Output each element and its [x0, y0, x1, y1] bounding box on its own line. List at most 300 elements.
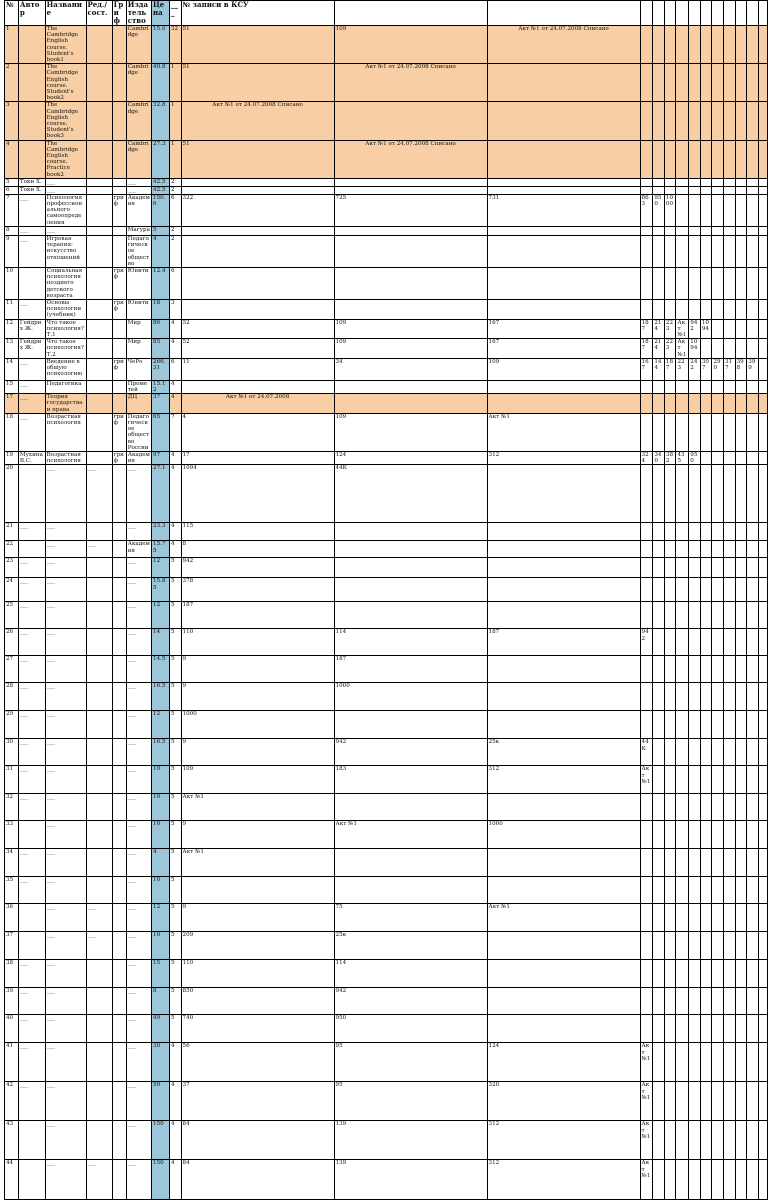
- cell-publisher: Прометей: [126, 380, 151, 393]
- cell-empty: [689, 1015, 701, 1043]
- cell-title: ___: [45, 602, 86, 629]
- cell-empty: [724, 267, 736, 299]
- table-row: [5, 1160, 768, 1200]
- cell-price: 12: [152, 602, 170, 629]
- cell-record-number: 110: [181, 960, 334, 988]
- cell-empty: [676, 523, 689, 541]
- cell-empty: [334, 380, 487, 393]
- cell-empty: [735, 194, 747, 226]
- cell-record-number: Акт №1: [487, 413, 640, 451]
- cell-empty: [640, 656, 653, 683]
- cell-quantity: 5: [169, 683, 181, 711]
- cell-record-number: 167: [640, 358, 653, 380]
- cell-empty: [664, 465, 676, 523]
- cell-price: 18: [152, 299, 170, 319]
- cell-publisher: Cambridge: [126, 26, 151, 64]
- cell-empty: [735, 1082, 747, 1121]
- cell-empty: [735, 1043, 747, 1082]
- cell-author: ___: [18, 656, 45, 683]
- cell-record-number: 9: [181, 683, 334, 711]
- cell-quantity: 5: [169, 578, 181, 602]
- cell-empty: [712, 711, 724, 739]
- cell-price: 12: [152, 558, 170, 578]
- cell-empty: [653, 1043, 665, 1082]
- cell-empty: [664, 711, 676, 739]
- cell-publisher: Cambridge: [126, 102, 151, 140]
- cell-record-number: 75: [334, 904, 487, 932]
- cell-publisher: ___: [126, 711, 151, 739]
- cell-record-number: 95: [334, 1043, 487, 1082]
- cell-quantity: 7: [169, 413, 181, 451]
- cell-empty: [700, 821, 712, 849]
- cell-empty: [712, 140, 724, 178]
- cell-empty: [758, 541, 767, 558]
- cell-record-number: 56: [181, 1043, 334, 1082]
- cell-title: ___: [45, 904, 86, 932]
- cell-number: 12: [5, 319, 19, 339]
- cell-empty: [676, 465, 689, 523]
- cell-empty: [724, 178, 736, 186]
- cell-empty: [653, 1160, 665, 1200]
- cell-empty: [334, 267, 487, 299]
- cell-empty: [334, 186, 487, 194]
- cell-number: 20: [5, 465, 19, 523]
- cell-empty: [653, 413, 665, 451]
- cell-editor: [86, 988, 112, 1015]
- cell-price: 23.3: [152, 523, 170, 541]
- cell-author: ___: [18, 877, 45, 904]
- cell-author: ___: [18, 683, 45, 711]
- cell-editor: [86, 186, 112, 194]
- cell-empty: [640, 794, 653, 821]
- cell-empty: [747, 140, 759, 178]
- cell-empty: [181, 380, 334, 393]
- cell-empty: [653, 465, 665, 523]
- cell-empty: [758, 683, 767, 711]
- cell-record-number: 725: [334, 194, 487, 226]
- cell-record-number: 214: [653, 319, 665, 339]
- cell-record-number: 850: [181, 988, 334, 1015]
- cell-quantity: 1: [169, 140, 181, 178]
- cell-empty: [712, 235, 724, 267]
- cell-record-number: 290: [712, 358, 724, 380]
- cell-number: 41: [5, 1043, 19, 1082]
- cell-title: ___: [45, 578, 86, 602]
- cell-author: ___: [18, 1082, 45, 1121]
- cell-number: 5: [5, 178, 19, 186]
- cell-grif: [112, 394, 126, 414]
- cell-editor: [86, 1082, 112, 1121]
- cell-empty: [653, 602, 665, 629]
- cell-quantity: 32: [169, 26, 181, 64]
- cell-quantity: 5: [169, 821, 181, 849]
- table-row: [5, 194, 768, 226]
- cell-price: 15.12: [152, 380, 170, 393]
- cell-number: 17: [5, 394, 19, 414]
- cell-number: 6: [5, 186, 19, 194]
- cell-publisher: Cambridge: [126, 64, 151, 102]
- cell-quantity: 1: [169, 102, 181, 140]
- cell-empty: [712, 683, 724, 711]
- cell-editor: [86, 1121, 112, 1160]
- cell-empty: [758, 1043, 767, 1082]
- cell-quantity: 3: [169, 299, 181, 319]
- cell-editor: [86, 413, 112, 451]
- cell-empty: [735, 451, 747, 464]
- cell-record-number: 37: [181, 1082, 334, 1121]
- column-header-12: [653, 1, 665, 26]
- cell-quantity: 5: [169, 602, 181, 629]
- cell-empty: [758, 739, 767, 766]
- cell-record-number: 144: [653, 358, 665, 380]
- cell-number: 14: [5, 358, 19, 380]
- cell-publisher: ___: [126, 877, 151, 904]
- cell-publisher: ___: [126, 178, 151, 186]
- cell-empty: [664, 558, 676, 578]
- column-header-16: [700, 1, 712, 26]
- cell-editor: [86, 26, 112, 64]
- cell-empty: [487, 988, 640, 1015]
- cell-number: 18: [5, 413, 19, 451]
- cell-empty: [735, 319, 747, 339]
- cell-empty: [700, 988, 712, 1015]
- cell-editor: [86, 960, 112, 988]
- cell-number: 38: [5, 960, 19, 988]
- cell-price: 27.1: [152, 465, 170, 523]
- cell-empty: [758, 932, 767, 960]
- cell-empty: [700, 602, 712, 629]
- cell-grif: [112, 26, 126, 64]
- cell-record-number: 51: [181, 26, 334, 64]
- cell-empty: [724, 558, 736, 578]
- cell-empty: [676, 877, 689, 904]
- cell-empty: [724, 877, 736, 904]
- cell-empty: [689, 299, 701, 319]
- table-row: [5, 988, 768, 1015]
- cell-grif: [112, 558, 126, 578]
- cell-number: 43: [5, 1121, 19, 1160]
- table-row: [5, 1015, 768, 1043]
- cell-empty: [758, 102, 767, 140]
- table-row: [5, 683, 768, 711]
- cell-price: 12: [152, 711, 170, 739]
- cell-number: 19: [5, 451, 19, 464]
- cell-empty: [676, 602, 689, 629]
- cell-empty: [334, 178, 487, 186]
- cell-empty: [712, 413, 724, 451]
- cell-author: [18, 821, 45, 849]
- cell-empty: [735, 558, 747, 578]
- cell-price: 15.0: [152, 26, 170, 64]
- header-row: [5, 1, 768, 26]
- cell-author: Токи Х.: [18, 186, 45, 194]
- cell-title: ___: [45, 877, 86, 904]
- cell-editor: ___: [86, 1160, 112, 1200]
- cell-author: ___: [18, 358, 45, 380]
- cell-quantity: 4: [169, 339, 181, 359]
- cell-number: 33: [5, 821, 19, 849]
- cell-empty: [487, 877, 640, 904]
- cell-empty: [664, 602, 676, 629]
- cell-empty: [758, 226, 767, 235]
- cell-price: 10: [152, 821, 170, 849]
- cell-empty: [700, 226, 712, 235]
- cell-editor: ___: [86, 541, 112, 558]
- cell-price: 42.5: [152, 178, 170, 186]
- cell-price: 19: [152, 766, 170, 794]
- cell-empty: [487, 235, 640, 267]
- cell-empty: [334, 602, 487, 629]
- cell-empty: [758, 299, 767, 319]
- cell-empty: [747, 656, 759, 683]
- cell-empty: [664, 849, 676, 877]
- cell-empty: [334, 64, 487, 102]
- cell-record-number: 109: [334, 339, 487, 359]
- cell-empty: [640, 140, 653, 178]
- cell-empty: [747, 339, 759, 359]
- cell-empty: [712, 102, 724, 140]
- cell-quantity: 4: [169, 1160, 181, 1200]
- cell-title: ___: [45, 656, 86, 683]
- cell-empty: [735, 578, 747, 602]
- cell-empty: [747, 1082, 759, 1121]
- cell-empty: [640, 523, 653, 541]
- table-row: [5, 267, 768, 299]
- cell-record-number: 324: [640, 451, 653, 464]
- cell-empty: [724, 904, 736, 932]
- cell-empty: [712, 299, 724, 319]
- cell-quantity: 4: [169, 465, 181, 523]
- cell-empty: [758, 849, 767, 877]
- table-row: [5, 541, 768, 558]
- cell-empty: [676, 629, 689, 656]
- cell-grif: [112, 102, 126, 140]
- cell-number: 3: [5, 102, 19, 140]
- cell-empty: [712, 1015, 724, 1043]
- cell-empty: [664, 186, 676, 194]
- write-off-note: Акт №1 от 24.07.2008 Списано: [212, 102, 303, 109]
- cell-empty: [181, 877, 334, 904]
- table-row: [5, 102, 768, 140]
- cell-publisher: Педагогическое общество: [126, 235, 151, 267]
- cell-empty: [689, 380, 701, 393]
- cell-author: ___: [18, 394, 45, 414]
- table-row: [5, 794, 768, 821]
- cell-empty: [724, 794, 736, 821]
- table-row: [5, 235, 768, 267]
- cell-empty: [712, 541, 724, 558]
- cell-record-number: 950: [689, 451, 701, 464]
- cell-empty: [676, 1015, 689, 1043]
- cell-empty: [758, 186, 767, 194]
- cell-empty: [664, 960, 676, 988]
- cell-empty: [724, 683, 736, 711]
- cell-price: 150: [152, 1160, 170, 1200]
- cell-record-number: Акт №1: [181, 849, 334, 877]
- cell-empty: [700, 194, 712, 226]
- cell-empty: [747, 988, 759, 1015]
- cell-record-number: 9: [181, 656, 334, 683]
- cell-empty: [747, 178, 759, 186]
- cell-publisher: Cambridge: [126, 140, 151, 178]
- cell-empty: [640, 267, 653, 299]
- cell-empty: [758, 64, 767, 102]
- table-row: [5, 578, 768, 602]
- cell-editor: [86, 339, 112, 359]
- cell-empty: [676, 1121, 689, 1160]
- cell-editor: [86, 319, 112, 339]
- cell-editor: ___: [86, 904, 112, 932]
- cell-editor: [86, 523, 112, 541]
- cell-empty: [700, 904, 712, 932]
- cell-empty: [700, 339, 712, 359]
- cell-empty: [747, 766, 759, 794]
- cell-empty: [689, 656, 701, 683]
- cell-editor: [86, 683, 112, 711]
- cell-number: 30: [5, 739, 19, 766]
- cell-price: 85: [152, 339, 170, 359]
- cell-title: The Cambridge English course. Student's book1: [45, 26, 86, 64]
- cell-empty: [664, 102, 676, 140]
- cell-empty: [664, 235, 676, 267]
- cell-publisher: ___: [126, 794, 151, 821]
- cell-empty: [724, 849, 736, 877]
- cell-empty: [676, 683, 689, 711]
- cell-empty: [712, 656, 724, 683]
- cell-title: ___: [45, 711, 86, 739]
- cell-author: ___: [18, 629, 45, 656]
- cell-empty: [700, 541, 712, 558]
- cell-empty: [724, 26, 736, 64]
- cell-empty: [653, 64, 665, 102]
- cell-grif: [112, 226, 126, 235]
- cell-empty: [747, 629, 759, 656]
- cell-empty: [653, 186, 665, 194]
- cell-record-number: 51: [181, 140, 334, 178]
- cell-empty: [676, 656, 689, 683]
- column-header-17: [712, 1, 724, 26]
- cell-empty: [712, 904, 724, 932]
- cell-empty: [487, 26, 640, 64]
- cell-price: 14.5: [152, 656, 170, 683]
- cell-record-number: 740: [181, 1015, 334, 1043]
- write-off-note: Акт №1 от 24.07.2008 Списано: [365, 140, 456, 147]
- cell-empty: [758, 877, 767, 904]
- cell-empty: [724, 319, 736, 339]
- cell-price: 150.6: [152, 194, 170, 226]
- cell-number: 44: [5, 1160, 19, 1200]
- cell-record-number: 139: [334, 1160, 487, 1200]
- cell-quantity: 6: [169, 267, 181, 299]
- cell-empty: [724, 578, 736, 602]
- cell-empty: [653, 904, 665, 932]
- cell-empty: [181, 235, 334, 267]
- cell-empty: [640, 932, 653, 960]
- cell-title: Что такое психология? Т.2: [45, 339, 86, 359]
- cell-grif: [112, 339, 126, 359]
- table-row: [5, 821, 768, 849]
- cell-price: 32.8: [152, 102, 170, 140]
- cell-empty: [487, 541, 640, 558]
- cell-title: ___: [45, 465, 86, 523]
- table-row: [5, 64, 768, 102]
- cell-number: 22: [5, 541, 19, 558]
- cell-grif: [112, 541, 126, 558]
- cell-editor: [86, 821, 112, 849]
- cell-title: ___: [45, 186, 86, 194]
- cell-title: ___: [45, 629, 86, 656]
- cell-empty: [334, 578, 487, 602]
- cell-empty: [700, 1082, 712, 1121]
- cell-price: 16.5: [152, 683, 170, 711]
- cell-empty: [689, 541, 701, 558]
- cell-empty: [712, 523, 724, 541]
- cell-empty: [487, 380, 640, 393]
- cell-empty: [334, 140, 487, 178]
- cell-empty: [712, 194, 724, 226]
- cell-record-number: 124: [334, 451, 487, 464]
- cell-quantity: 5: [169, 656, 181, 683]
- column-header-13: [664, 1, 676, 26]
- cell-grif: [112, 235, 126, 267]
- cell-number: 7: [5, 194, 19, 226]
- cell-empty: [181, 267, 334, 299]
- cell-editor: [86, 1015, 112, 1043]
- cell-empty: [747, 465, 759, 523]
- table-row: [5, 849, 768, 877]
- cell-empty: [676, 1082, 689, 1121]
- cell-title: The Cambridge English course. Practice book2: [45, 140, 86, 178]
- cell-editor: [86, 226, 112, 235]
- cell-editor: [86, 178, 112, 186]
- cell-empty: [334, 523, 487, 541]
- cell-empty: [735, 602, 747, 629]
- cell-title: Основы психологии (учебник): [45, 299, 86, 319]
- cell-empty: [676, 226, 689, 235]
- cell-record-number: 1000: [334, 683, 487, 711]
- cell-empty: [487, 64, 640, 102]
- cell-empty: [653, 932, 665, 960]
- cell-editor: [86, 877, 112, 904]
- cell-empty: [664, 394, 676, 414]
- cell-empty: [700, 26, 712, 64]
- cell-title: Игровая терапия: искусство отношений: [45, 235, 86, 267]
- cell-empty: [735, 629, 747, 656]
- cell-empty: [712, 394, 724, 414]
- cell-empty: [747, 877, 759, 904]
- cell-empty: [758, 465, 767, 523]
- cell-empty: [747, 558, 759, 578]
- cell-empty: [664, 1015, 676, 1043]
- cell-empty: [735, 178, 747, 186]
- cell-empty: [724, 235, 736, 267]
- cell-empty: [676, 178, 689, 186]
- cell-empty: [676, 711, 689, 739]
- cell-publisher: ___: [126, 465, 151, 523]
- cell-empty: [700, 523, 712, 541]
- cell-grif: [112, 849, 126, 877]
- cell-title: ___: [45, 932, 86, 960]
- cell-price: 266.31: [152, 358, 170, 380]
- table-row: [5, 558, 768, 578]
- cell-empty: [640, 683, 653, 711]
- cell-record-number: 863: [640, 194, 653, 226]
- cell-grif: [112, 178, 126, 186]
- cell-empty: [747, 541, 759, 558]
- cell-record-number: 183: [334, 766, 487, 794]
- cell-record-number: 115: [181, 523, 334, 541]
- cell-record-number: 312: [487, 1121, 640, 1160]
